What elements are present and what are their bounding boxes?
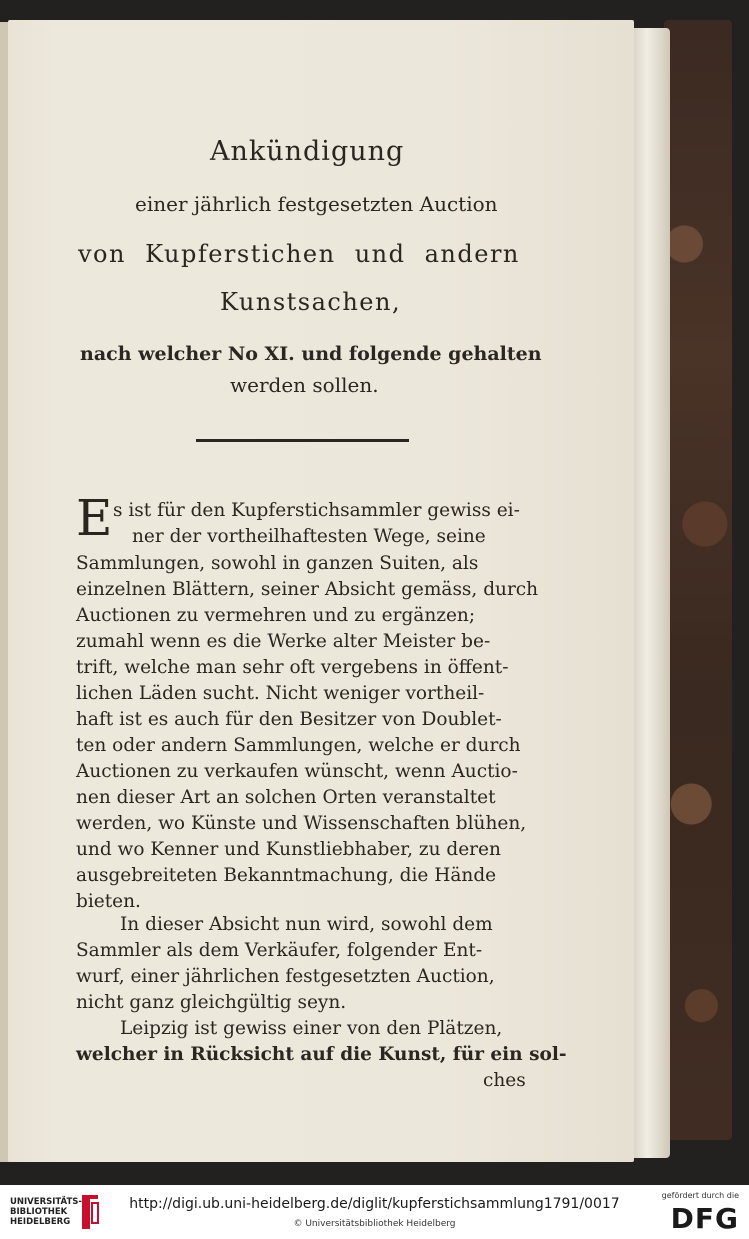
heading-subtitle-4: nach welcher No XI. und folgende gehalten [80, 343, 542, 365]
heading-subtitle-2: von Kupferstichen und andern [78, 240, 520, 268]
text-line: Leipzig ist gewiss einer von den Plätzen, [120, 1018, 503, 1039]
dfg-logo: DFG [670, 1202, 739, 1235]
text-line: Auctionen zu verkaufen wünscht, wenn Auctio- [76, 761, 518, 782]
institution-line: UNIVERSITÄTS- [10, 1197, 82, 1207]
text-line: lichen Läden sucht. Nicht weniger vortheil- [76, 683, 485, 704]
text-line: trift, welche man sehr oft vergebens in öffent- [76, 657, 509, 678]
text-line: Sammlungen, sowohl in ganzen Suiten, als [76, 553, 479, 574]
text-line: s ist für den Kupferstichsammler gewiss ei- [113, 500, 520, 521]
text-line: ner der vortheilhaftesten Wege, seine [132, 526, 486, 547]
heading-title: Ankündigung [210, 136, 405, 167]
text-line: werden, wo Künste und Wissenschaften blühen, [76, 813, 527, 834]
drop-cap: E [76, 489, 113, 547]
text-line: welcher in Rücksicht auf die Kunst, für ein sol- [76, 1044, 567, 1065]
text-line: In dieser Absicht nun wird, sowohl dem [120, 914, 493, 935]
text-line: haft ist es auch für den Besitzer von Doublet- [76, 709, 502, 730]
heading-subtitle-1: einer jährlich festgesetzten Auction [135, 192, 498, 216]
text-line: nen dieser Art an solchen Orten veranstaltet [76, 787, 496, 808]
text-line: ten oder andern Sammlungen, welche er durch [76, 735, 521, 756]
text-line: Auctionen zu vermehren und zu ergänzen; [76, 605, 476, 626]
institution-line: BIBLIOTHEK [10, 1207, 68, 1217]
catchword: ches [483, 1070, 526, 1091]
viewer-footer [0, 1185, 749, 1239]
text-line: einzelnen Blättern, seiner Absicht gemäss, durch [76, 579, 539, 600]
text-line: zumahl wenn es die Werke alter Meister be- [76, 631, 491, 652]
text-line: wurf, einer jährlichen festgesetzten Auction, [76, 966, 495, 987]
heading-subtitle-3: Kunstsachen, [220, 288, 402, 316]
document-permalink[interactable]: http://digi.ub.uni-heidelberg.de/diglit/kupferstichsammlung1791/0017 [129, 1196, 620, 1212]
copyright-notice: © Universitätsbibliothek Heidelberg [293, 1219, 456, 1229]
text-line: ausgebreiteten Bekanntmachung, die Hände [76, 865, 497, 886]
text-line: bieten. [76, 891, 141, 912]
text-line: und wo Kenner und Kunstliebhaber, zu deren [76, 839, 501, 860]
text-line: nicht ganz gleichgültig seyn. [76, 992, 347, 1013]
institution-line: HEIDELBERG [10, 1217, 71, 1227]
text-line: Sammler als dem Verkäufer, folgender Ent- [76, 940, 483, 961]
section-rule [196, 439, 409, 442]
heading-subtitle-5: werden sollen. [230, 373, 379, 397]
funding-note: gefördert durch die [661, 1191, 739, 1200]
